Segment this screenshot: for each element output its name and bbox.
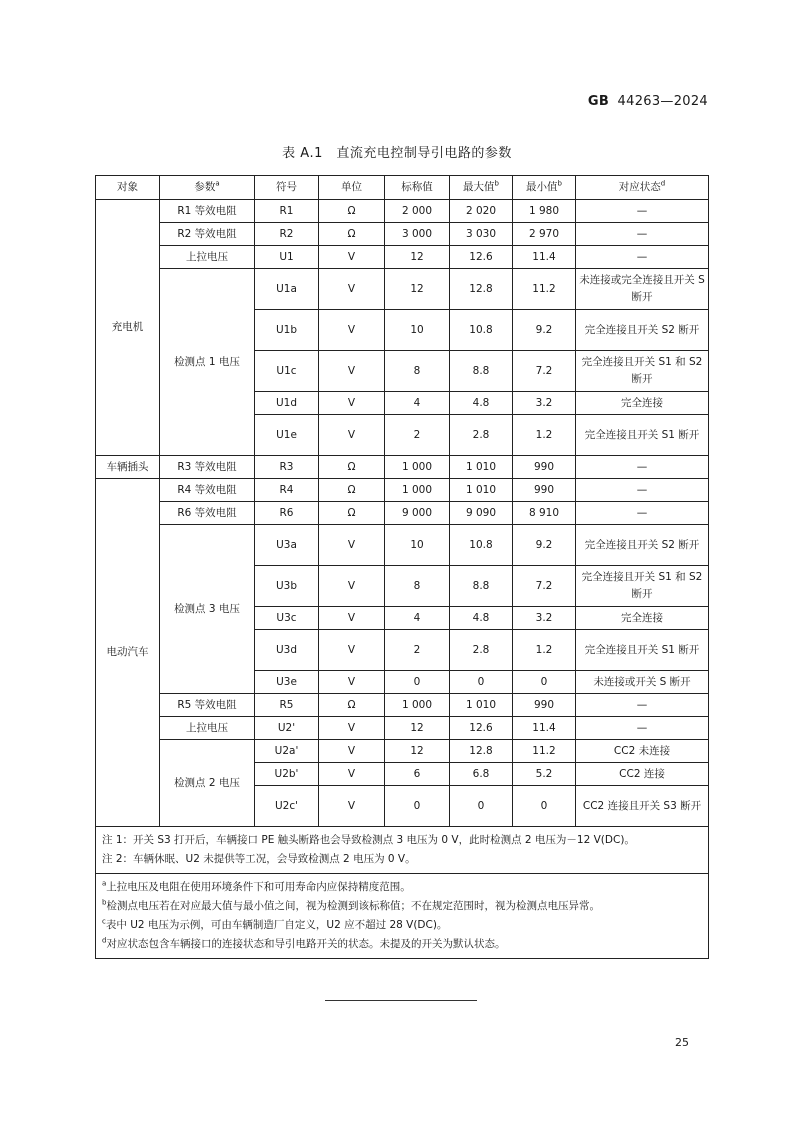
state-cell: 未连接或开关 S 断开: [576, 671, 709, 694]
object-cell-plug: 车辆插头: [96, 456, 160, 479]
min-cell: 2 970: [513, 223, 576, 246]
min-cell: 7.2: [513, 351, 576, 392]
symbol-cell: U1a: [255, 269, 319, 310]
max-cell: 1 010: [450, 694, 513, 717]
end-rule: [325, 1000, 477, 1001]
nominal-cell: 10: [385, 525, 450, 566]
footnote-c: $^c$表中 U2 电压为示例，可由车辆制造厂自定义，U2 应不超过 28 V(DC)。: [102, 917, 448, 931]
unit-cell: Ω: [319, 223, 385, 246]
param-cell: 上拉电压: [160, 246, 255, 269]
max-cell: 1 010: [450, 456, 513, 479]
symbol-cell: R5: [255, 694, 319, 717]
max-cell: 8.8: [450, 566, 513, 607]
table-row: [96, 246, 709, 269]
min-cell: 9.2: [513, 310, 576, 351]
min-cell: 8 910: [513, 502, 576, 525]
max-cell: 12.6: [450, 717, 513, 740]
symbol-cell: U1b: [255, 310, 319, 351]
parameter-table: [95, 175, 709, 959]
state-cell: —: [576, 502, 709, 525]
param-group-cp3: 检测点 3 电压: [160, 525, 255, 694]
nominal-cell: 1 000: [385, 694, 450, 717]
unit-cell: V: [319, 566, 385, 607]
table-row: [96, 479, 709, 502]
nominal-cell: 4: [385, 607, 450, 630]
max-cell: 12.8: [450, 269, 513, 310]
param-cell: R2 等效电阻: [160, 223, 255, 246]
state-cell: 完全连接: [576, 607, 709, 630]
symbol-cell: U2a': [255, 740, 319, 763]
symbol-cell: U3a: [255, 525, 319, 566]
notes-row: [96, 827, 709, 874]
min-cell: 990: [513, 479, 576, 502]
max-cell: 1 010: [450, 479, 513, 502]
note-2: 注 2：车辆休眠、U2 未提供等工况，会导致检测点 2 电压为 0 V。: [102, 853, 416, 865]
table-row: [96, 740, 709, 763]
state-cell: —: [576, 694, 709, 717]
max-cell: 8.8: [450, 351, 513, 392]
param-cell: R6 等效电阻: [160, 502, 255, 525]
column-header: 参数$^a$: [160, 176, 255, 200]
object-cell-ev: 电动汽车: [96, 479, 160, 827]
symbol-cell: U3d: [255, 630, 319, 671]
symbol-cell: U1d: [255, 392, 319, 415]
state-cell: 完全连接: [576, 392, 709, 415]
footnote-d: $^d$对应状态包含车辆接口的连接状态和导引电路开关的状态。未提及的开关为默认状态。: [102, 936, 506, 950]
min-cell: 0: [513, 671, 576, 694]
state-cell: 完全连接且开关 S1 断开: [576, 630, 709, 671]
symbol-cell: U3b: [255, 566, 319, 607]
unit-cell: Ω: [319, 694, 385, 717]
symbol-cell: R6: [255, 502, 319, 525]
state-cell: CC2 连接且开关 S3 断开: [576, 786, 709, 827]
unit-cell: V: [319, 415, 385, 456]
notes-cell: [96, 827, 709, 874]
symbol-cell: U1: [255, 246, 319, 269]
max-cell: 4.8: [450, 392, 513, 415]
unit-cell: Ω: [319, 200, 385, 223]
param-cell: 上拉电压: [160, 717, 255, 740]
state-cell: 完全连接且开关 S1 断开: [576, 415, 709, 456]
nominal-cell: 1 000: [385, 456, 450, 479]
max-cell: 6.8: [450, 763, 513, 786]
standard-prefix: GB: [587, 94, 610, 109]
page-number: 25: [675, 1036, 689, 1049]
table-row: [96, 525, 709, 566]
table-row: [96, 717, 709, 740]
unit-cell: V: [319, 525, 385, 566]
param-group-cp2: 检测点 2 电压: [160, 740, 255, 827]
min-cell: 3.2: [513, 392, 576, 415]
state-cell: —: [576, 717, 709, 740]
max-cell: 3 030: [450, 223, 513, 246]
unit-cell: V: [319, 607, 385, 630]
symbol-cell: U2c': [255, 786, 319, 827]
symbol-cell: U3e: [255, 671, 319, 694]
unit-cell: V: [319, 671, 385, 694]
unit-cell: Ω: [319, 479, 385, 502]
table-row: [96, 269, 709, 310]
unit-cell: V: [319, 740, 385, 763]
max-cell: 12.6: [450, 246, 513, 269]
param-cell: R4 等效电阻: [160, 479, 255, 502]
param-cell: R5 等效电阻: [160, 694, 255, 717]
object-cell-charger: 充电机: [96, 200, 160, 456]
unit-cell: V: [319, 786, 385, 827]
max-cell: 10.8: [450, 525, 513, 566]
min-cell: 1 980: [513, 200, 576, 223]
footnote-a: $^a$上拉电压及电阻在使用环境条件下和可用寿命内应保持精度范围。: [102, 879, 411, 893]
nominal-cell: 4: [385, 392, 450, 415]
nominal-cell: 0: [385, 671, 450, 694]
min-cell: 990: [513, 456, 576, 479]
table-header-row: [96, 176, 709, 200]
state-cell: 完全连接且开关 S2 断开: [576, 525, 709, 566]
state-cell: 完全连接且开关 S1 和 S2 断开: [576, 566, 709, 607]
nominal-cell: 1 000: [385, 479, 450, 502]
min-cell: 5.2: [513, 763, 576, 786]
table-row: [96, 223, 709, 246]
unit-cell: V: [319, 246, 385, 269]
column-header: 最大值$^b$: [450, 176, 513, 200]
symbol-cell: U2': [255, 717, 319, 740]
nominal-cell: 2: [385, 415, 450, 456]
column-header: 对应状态$^d$: [576, 176, 709, 200]
unit-cell: V: [319, 392, 385, 415]
state-cell: —: [576, 479, 709, 502]
nominal-cell: 12: [385, 717, 450, 740]
table-row: [96, 694, 709, 717]
max-cell: 0: [450, 671, 513, 694]
table-row: [96, 502, 709, 525]
min-cell: 11.2: [513, 740, 576, 763]
column-header: 对象: [96, 176, 160, 200]
nominal-cell: 8: [385, 351, 450, 392]
state-cell: —: [576, 456, 709, 479]
max-cell: 10.8: [450, 310, 513, 351]
unit-cell: Ω: [319, 456, 385, 479]
max-cell: 0: [450, 786, 513, 827]
min-cell: 3.2: [513, 607, 576, 630]
nominal-cell: 10: [385, 310, 450, 351]
column-header: 标称值: [385, 176, 450, 200]
column-header: 单位: [319, 176, 385, 200]
symbol-cell: U3c: [255, 607, 319, 630]
nominal-cell: 3 000: [385, 223, 450, 246]
nominal-cell: 0: [385, 786, 450, 827]
unit-cell: Ω: [319, 502, 385, 525]
column-header: 最小值$^b$: [513, 176, 576, 200]
unit-cell: V: [319, 269, 385, 310]
note-1: 注 1：开关 S3 打开后，车辆接口 PE 触头断路也会导致检测点 3 电压为 0 V，此时检测点 2 电压为－12 V(DC)。: [102, 834, 635, 846]
nominal-cell: 9 000: [385, 502, 450, 525]
state-cell: 完全连接且开关 S1 和 S2 断开: [576, 351, 709, 392]
table-title: 表 A.1 直流充电控制导引电路的参数: [282, 146, 512, 161]
nominal-cell: 8: [385, 566, 450, 607]
max-cell: 2.8: [450, 415, 513, 456]
symbol-cell: R2: [255, 223, 319, 246]
unit-cell: V: [319, 763, 385, 786]
table-row: [96, 456, 709, 479]
state-cell: CC2 未连接: [576, 740, 709, 763]
state-cell: —: [576, 223, 709, 246]
nominal-cell: 12: [385, 269, 450, 310]
min-cell: 11.4: [513, 246, 576, 269]
footnotes-row: [96, 874, 709, 959]
max-cell: 2 020: [450, 200, 513, 223]
unit-cell: V: [319, 717, 385, 740]
symbol-cell: U2b': [255, 763, 319, 786]
max-cell: 9 090: [450, 502, 513, 525]
min-cell: 990: [513, 694, 576, 717]
symbol-cell: R1: [255, 200, 319, 223]
max-cell: 12.8: [450, 740, 513, 763]
min-cell: 9.2: [513, 525, 576, 566]
min-cell: 11.4: [513, 717, 576, 740]
symbol-cell: R3: [255, 456, 319, 479]
state-cell: —: [576, 200, 709, 223]
min-cell: 11.2: [513, 269, 576, 310]
state-cell: 完全连接且开关 S2 断开: [576, 310, 709, 351]
unit-cell: V: [319, 351, 385, 392]
unit-cell: V: [319, 630, 385, 671]
param-group-cp1: 检测点 1 电压: [160, 269, 255, 456]
nominal-cell: 12: [385, 740, 450, 763]
param-cell: R1 等效电阻: [160, 200, 255, 223]
standard-code: 44263—2024: [617, 94, 708, 109]
min-cell: 1.2: [513, 630, 576, 671]
symbol-cell: U1c: [255, 351, 319, 392]
nominal-cell: 2: [385, 630, 450, 671]
min-cell: 1.2: [513, 415, 576, 456]
symbol-cell: U1e: [255, 415, 319, 456]
standard-number: [588, 94, 708, 109]
symbol-cell: R4: [255, 479, 319, 502]
max-cell: 2.8: [450, 630, 513, 671]
footnotes-cell: [96, 874, 709, 959]
state-cell: —: [576, 246, 709, 269]
footnote-b: $^b$检测点电压若在对应最大值与最小值之间，视为检测到该标称值；不在规定范围时，视为检测点电压异常。: [102, 898, 600, 912]
unit-cell: V: [319, 310, 385, 351]
column-header: 符号: [255, 176, 319, 200]
nominal-cell: 12: [385, 246, 450, 269]
min-cell: 0: [513, 786, 576, 827]
table-row: [96, 200, 709, 223]
max-cell: 4.8: [450, 607, 513, 630]
param-cell: R3 等效电阻: [160, 456, 255, 479]
nominal-cell: 2 000: [385, 200, 450, 223]
min-cell: 7.2: [513, 566, 576, 607]
state-cell: 未连接或完全连接且开关 S 断开: [576, 269, 709, 310]
state-cell: CC2 连接: [576, 763, 709, 786]
nominal-cell: 6: [385, 763, 450, 786]
